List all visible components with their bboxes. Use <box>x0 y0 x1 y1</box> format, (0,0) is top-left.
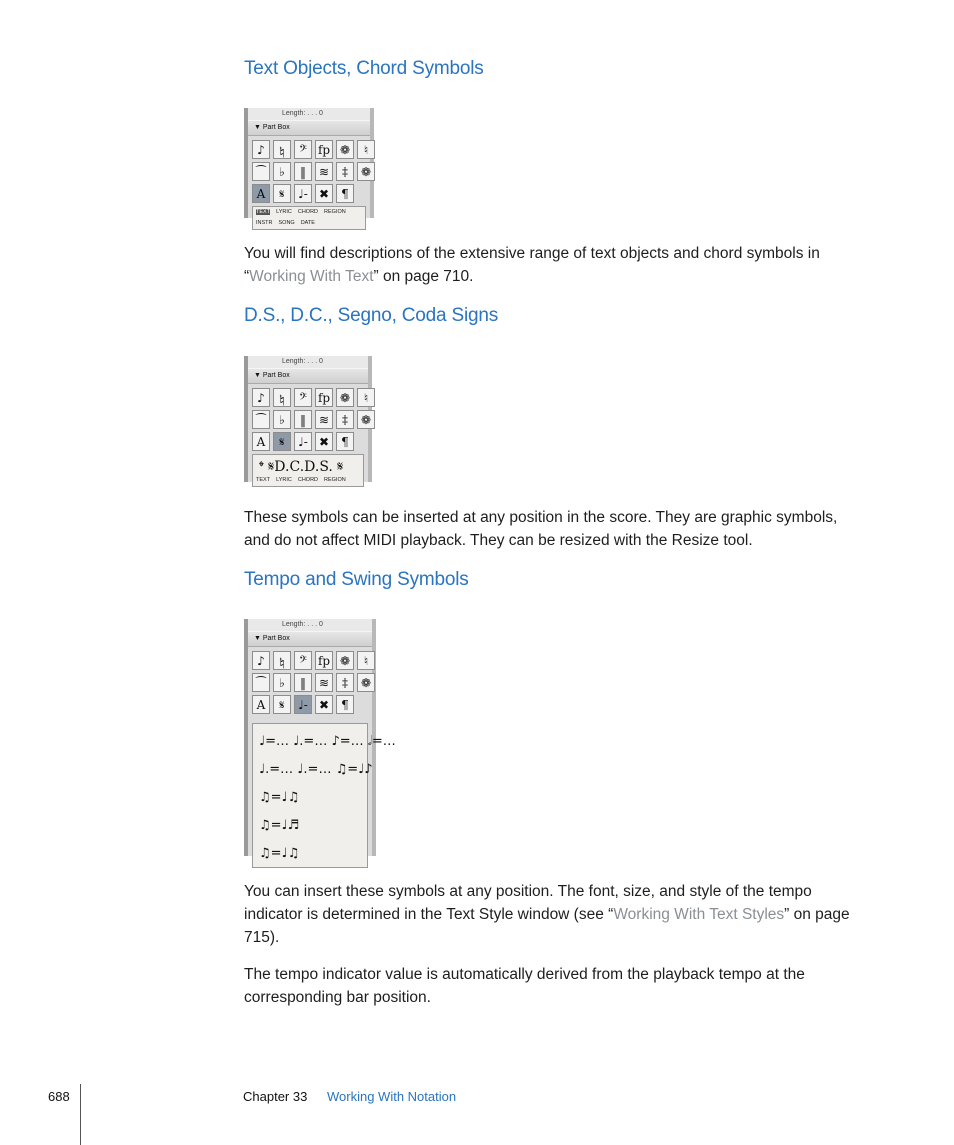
tempo-symbol-row[interactable]: ♩.=… ♩.=… ♫=♩♪ <box>259 762 373 777</box>
length-label: Length: . . . 0 <box>248 108 370 120</box>
palette-cell-segno-selected[interactable]: 𝄋 <box>273 432 291 451</box>
palette-cell[interactable]: ⁀ <box>252 410 270 429</box>
palette-cell[interactable]: A <box>252 432 270 451</box>
tempo-symbol-row[interactable]: ♩=… ♩.=… ♪=… 𝅗𝅥=… <box>259 734 396 749</box>
footer-chapter-title[interactable]: Working With Notation <box>327 1089 457 1104</box>
palette-cell[interactable]: 𝄢 <box>294 388 312 407</box>
footer-divider <box>80 1084 81 1145</box>
length-label: Length: . . . 0 <box>248 619 372 631</box>
page-number: 688 <box>48 1089 70 1104</box>
palette-cell[interactable]: fp <box>315 140 333 159</box>
length-label: Length: . . . 0 <box>248 356 368 368</box>
category-date[interactable]: DATE <box>300 220 315 226</box>
palette-cell[interactable]: ‡ <box>336 410 354 429</box>
palette-cell[interactable]: ♩- <box>294 432 312 451</box>
palette-cell[interactable]: ¶ <box>336 695 354 714</box>
category-region[interactable]: REGION <box>324 477 346 483</box>
palette-cell[interactable]: ♮ <box>357 388 375 407</box>
paragraph-tempo-symbols: You can insert these symbols at any position. The font, size, and style of the tempo indicator is determined in the Text Style window (see “Working With Text Styles” on page 715). <box>244 883 850 946</box>
palette-cell[interactable]: ¶ <box>336 184 354 203</box>
palette-cell[interactable]: ⁀ <box>252 673 270 692</box>
part-box-screenshot-text <box>244 108 374 226</box>
palette-cell[interactable]: ❁ <box>336 140 354 159</box>
palette-grid <box>248 647 372 717</box>
palette-cell[interactable]: fp <box>315 388 333 407</box>
palette-cell[interactable]: ✖ <box>315 184 333 203</box>
palette-cell[interactable]: ♪ <box>252 140 270 159</box>
tempo-symbol-list <box>252 723 396 868</box>
palette-grid <box>248 384 372 454</box>
palette-cell[interactable]: ≋ <box>315 673 333 692</box>
palette-cell[interactable]: ✖ <box>315 432 333 451</box>
section-heading-tempo-swing: Tempo and Swing Symbols <box>244 569 469 590</box>
link-working-with-text[interactable]: Working With Text <box>249 268 374 285</box>
swing-symbol-row[interactable]: ♫=♩♫ <box>259 790 300 805</box>
palette-cell[interactable]: ‖ <box>294 162 312 181</box>
part-box-screenshot-tempo <box>244 619 396 861</box>
swing-symbol-row[interactable]: ♫=♩♬ <box>259 818 300 833</box>
palette-cell[interactable]: ❁ <box>336 651 354 670</box>
palette-cell[interactable]: ❁ <box>357 673 375 692</box>
category-chord[interactable]: CHORD <box>297 209 319 215</box>
palette-cell[interactable]: 𝄢 <box>294 651 312 670</box>
palette-cell[interactable]: ♪ <box>252 651 270 670</box>
paragraph-coda-signs: These symbols can be inserted at any position in the score. They are graphic symbols, and do not affect MIDI playback. They can be resized with the Resize tool. <box>244 509 838 549</box>
palette-cell[interactable]: ❁ <box>357 410 375 429</box>
category-lyric[interactable]: LYRIC <box>276 477 292 483</box>
palette-cell[interactable]: ⁀ <box>252 162 270 181</box>
category-lyric[interactable]: LYRIC <box>276 209 292 215</box>
palette-cell[interactable]: 𝄋 <box>273 695 291 714</box>
category-text[interactable]: TEXT <box>256 209 271 215</box>
palette-cell[interactable]: fp <box>315 651 333 670</box>
palette-cell[interactable]: 𝄮 <box>273 140 291 159</box>
palette-cell[interactable]: ≋ <box>315 162 333 181</box>
palette-cell[interactable]: ≋ <box>315 410 333 429</box>
palette-cell[interactable]: ✖ <box>315 695 333 714</box>
palette-cell-text-selected[interactable]: A <box>252 184 270 203</box>
palette-cell[interactable]: A <box>252 695 270 714</box>
palette-cell[interactable]: ♭ <box>273 410 291 429</box>
category-chord[interactable]: CHORD <box>297 477 319 483</box>
palette-cell[interactable]: ‖ <box>294 410 312 429</box>
palette-cell[interactable]: ‖ <box>294 673 312 692</box>
palette-cell[interactable]: ¶ <box>336 432 354 451</box>
palette-cell[interactable]: ♭ <box>273 162 291 181</box>
section-heading-coda-signs: D.S., D.C., Segno, Coda Signs <box>244 305 498 326</box>
swing-symbol-row[interactable]: ♫=♩♫ <box>259 846 300 861</box>
palette-cell[interactable]: ♩- <box>294 184 312 203</box>
coda-symbol-list <box>252 454 364 487</box>
link-working-with-text-styles[interactable]: Working With Text Styles <box>613 906 785 923</box>
footer-chapter: Chapter 33 <box>243 1089 308 1104</box>
palette-cell-tempo-selected[interactable]: ♩- <box>294 695 312 714</box>
category-region[interactable]: REGION <box>324 209 346 215</box>
part-box-label: ▼ Part Box <box>248 120 370 136</box>
category-song[interactable]: SONG <box>278 220 295 226</box>
paragraph-tempo-value: The tempo indicator value is automatically derived from the playback tempo at the corresponding bar position. <box>244 966 805 1006</box>
palette-cell[interactable]: 𝄢 <box>294 140 312 159</box>
coda-symbols[interactable]: 𝄌 𝄋D.C.D.S. 𝄋 <box>259 459 344 475</box>
palette-cell[interactable]: ♭ <box>273 673 291 692</box>
section-heading-text-objects: Text Objects, Chord Symbols <box>244 58 484 79</box>
part-box-screenshot-coda <box>244 356 372 482</box>
palette-cell[interactable]: 𝄋 <box>273 184 291 203</box>
palette-cell[interactable]: ♮ <box>357 140 375 159</box>
palette-cell[interactable]: ‡ <box>336 162 354 181</box>
palette-cell[interactable]: 𝄮 <box>273 388 291 407</box>
part-box-label: ▼ Part Box <box>248 368 368 384</box>
palette-grid <box>248 136 370 206</box>
palette-cell[interactable]: ‡ <box>336 673 354 692</box>
part-box-label: ▼ Part Box <box>248 631 372 647</box>
palette-cell[interactable]: ♪ <box>252 388 270 407</box>
palette-cell[interactable]: ❁ <box>357 162 375 181</box>
text-category-list <box>252 206 366 230</box>
palette-cell[interactable]: ♮ <box>357 651 375 670</box>
palette-cell[interactable]: ❁ <box>336 388 354 407</box>
category-instr[interactable]: INSTR <box>256 220 273 226</box>
category-text[interactable]: TEXT <box>256 477 271 483</box>
paragraph-text-objects: You will find descriptions of the extensive range of text objects and chord symbols in “Working With Text” on page 710. <box>244 245 820 285</box>
palette-cell[interactable]: 𝄮 <box>273 651 291 670</box>
